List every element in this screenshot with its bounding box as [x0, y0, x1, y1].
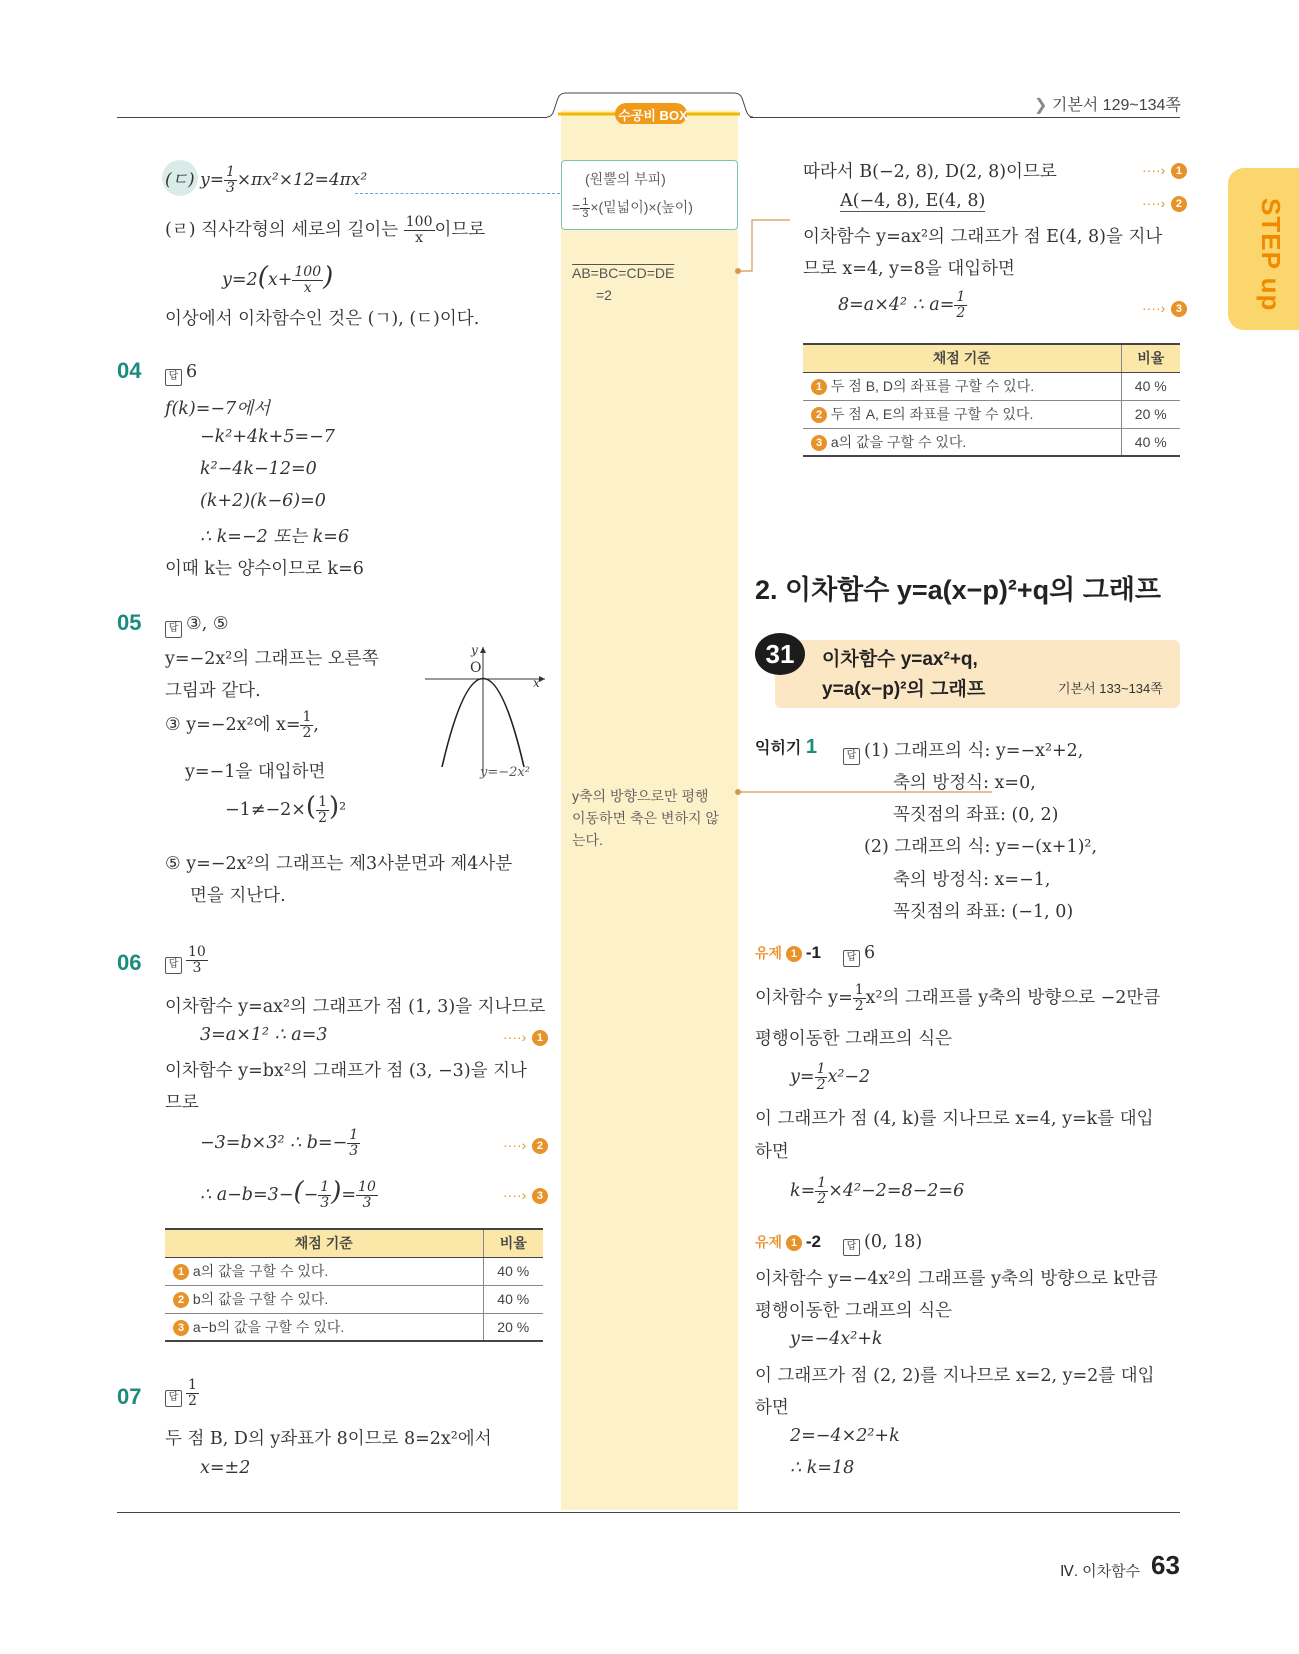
topic-title-2: y=a(x−p)²의 그래프 [822, 679, 986, 700]
practice-line-4: (2) 그래프의 식: y=−(x+1)², [864, 837, 1098, 857]
ex2-answer: 답 (0, 18) [843, 1232, 922, 1256]
right-line-5: 8=a×4² ∴ a= $\frac{1}{2}$ [838, 289, 966, 321]
axis-y-label: y [471, 643, 478, 657]
right-mark-3: ····› 3 [1142, 298, 1187, 318]
parabola-graph [420, 645, 550, 780]
q06-number: 06 [117, 950, 142, 975]
practice-line-6: 꼭짓점의 좌표: (−1, 0) [893, 902, 1074, 922]
page-number: 63 [1151, 1550, 1180, 1580]
ex2-label: 유제 1 -2 [755, 1232, 821, 1251]
note-shift-2: 이동하면 축은 변하지 않 [572, 810, 719, 826]
ex2-line-6: 2=−4×2²+k [790, 1426, 900, 1446]
connector-1 [730, 210, 800, 280]
header-rule-right [750, 117, 1180, 118]
step-d-line: (ㄹ) 직사각형의 세로의 길이는 $\frac{100}{x}$ 이므로 [165, 214, 486, 246]
practice-label: 익히기 1 [755, 736, 817, 758]
answer-icon: 답 [843, 950, 860, 967]
practice-line-1: 답 (1) 그래프의 식: y=−x²+2, [843, 737, 1083, 765]
ex1-line-5: 하면 [755, 1142, 789, 1162]
chevron-right-icon: ❯ [1034, 97, 1052, 114]
side-tab: STEP up [1228, 168, 1299, 330]
q05-number: 05 [117, 610, 142, 635]
ex2-line-7: ∴ k=18 [790, 1458, 855, 1478]
right-line-3: 이차함수 y=ax²의 그래프가 점 E(4, 8)을 지나 [803, 227, 1163, 247]
q04-line-2: −k²+4k+5=−7 [200, 427, 335, 447]
right-line-2: A(−4, 8), E(4, 8) [840, 191, 986, 211]
box-label: 수공비 BOX [618, 108, 688, 123]
footer-chapter: Ⅳ. 이차함수 [1060, 1563, 1141, 1580]
q05-line-1: y=−2x²의 그래프는 오른쪽 [165, 649, 379, 669]
table-header: 채점 기준 [803, 344, 1121, 372]
ex2-line-3: y=−4x²+k [790, 1329, 883, 1349]
origin-label: O [470, 660, 482, 676]
q05-line-6: ⑤ y=−2x²의 그래프는 제3사분면과 제4사분 [165, 854, 513, 874]
ex2-line-2: 평행이동한 그래프의 식은 [755, 1301, 953, 1321]
header-rule-left [117, 117, 547, 118]
section-title: 2. 이차함수 y=a(x−p)²+q의 그래프 [755, 575, 1161, 605]
right-score-table [803, 343, 1180, 457]
answer-icon: 답 [843, 748, 860, 765]
q05-line-5: −1≠−2×( $\frac{1}{2}$ )² [225, 792, 347, 826]
q06-line-2: 3=a×1² ∴ a=3 [200, 1025, 328, 1045]
q05-answer: 답 ③, ⑤ [165, 614, 229, 638]
ex2-line-4: 이 그래프가 점 (2, 2)를 지나므로 x=2, y=2를 대입 [755, 1366, 1155, 1386]
axis-x-label: x [533, 676, 540, 690]
q05-line-7: 면을 지난다. [190, 886, 286, 906]
note-cone-title: (원뿔의 부피) [585, 171, 666, 187]
ex2-line-5: 하면 [755, 1398, 789, 1418]
answer-icon: 답 [165, 957, 182, 974]
table-header: 비율 [483, 1229, 543, 1257]
table-row: 2 b의 값을 구할 수 있다. 40 % [165, 1285, 543, 1313]
right-line-4: 므로 x=4, y=8을 대입하면 [803, 259, 1015, 279]
q04-line-1: f(k)=−7에서 [165, 399, 271, 419]
q06-line-1: 이차함수 y=ax²의 그래프가 점 (1, 3)을 지나므로 [165, 997, 546, 1017]
right-mark-2: ····› 2 [1142, 193, 1187, 213]
q06-score-table [165, 1228, 543, 1342]
q07-answer: 답 $\frac{1}{2}$ [165, 1378, 199, 1409]
table-row: 3 a−b의 값을 구할 수 있다. 20 % [165, 1313, 543, 1341]
step-c-line: (ㄷ) y= $\frac{1}{3}$ ×πx²×12=4πx² [165, 164, 368, 196]
note-shift-1: y축의 방향으로만 평행 [572, 788, 709, 804]
practice-line-5: 축의 방정식: x=−1, [893, 870, 1051, 890]
ex1-line-3: y= $\frac{1}{2}$ x²−2 [790, 1061, 871, 1093]
q06-mark-1: ····› 1 [503, 1027, 548, 1047]
answer-icon: 답 [165, 621, 182, 638]
ex1-line-4: 이 그래프가 점 (4, k)를 지나므로 x=4, y=k를 대입 [755, 1109, 1154, 1129]
right-mark-1: ····› 1 [1142, 160, 1187, 180]
q06-line-3: 이차함수 y=bx²의 그래프가 점 (3, −3)을 지나 [165, 1061, 527, 1081]
topic-number: 31 [755, 633, 805, 675]
note-segments-value: =2 [596, 287, 612, 303]
topic-title-1: 이차함수 y=ax²+q, [822, 649, 978, 670]
conclusion: 이상에서 이차함수인 것은 (ㄱ), (ㄷ)이다. [165, 309, 480, 329]
q05-line-3: ③ y=−2x²에 x= $\frac{1}{2}$ , [165, 709, 319, 741]
footer-rule [117, 1512, 1180, 1513]
step-d-eq: y=2(x+ $\frac{100}{x}$ ) [222, 262, 334, 296]
table-row: 1 두 점 B, D의 좌표를 구할 수 있다. 40 % [803, 372, 1180, 400]
q06-mark-3: ····› 3 [503, 1185, 548, 1205]
answer-icon: 답 [165, 1390, 182, 1407]
topic-ref: 기본서 133~134쪽 [1058, 681, 1163, 696]
ex1-line-2: 평행이동한 그래프의 식은 [755, 1029, 953, 1049]
q04-line-4: (k+2)(k−6)=0 [200, 491, 326, 511]
note-shift-3: 는다. [572, 832, 603, 848]
ex1-line-6: k= $\frac{1}{2}$ ×4²−2=8−2=6 [790, 1175, 965, 1207]
ex1-label: 유제 1 -1 [755, 943, 821, 962]
q04-answer: 답 6 [165, 362, 197, 386]
q06-line-6: ∴ a−b=3−(− $\frac{1}{3}$ )= $\frac{10}{3}$ [200, 1177, 376, 1211]
note-segments: AB=BC=CD=DE [572, 265, 675, 281]
practice-line-3: 꼭짓점의 좌표: (0, 2) [893, 805, 1059, 825]
practice-line-2: 축의 방정식: x=0, [893, 773, 1036, 793]
answer-icon: 답 [843, 1239, 860, 1256]
ex1-answer: 답 6 [843, 943, 875, 967]
q07-line-2: x=±2 [200, 1458, 251, 1478]
q06-mark-2: ····› 2 [503, 1135, 548, 1155]
right-line-1: 따라서 B(−2, 8), D(2, 8)이므로 [803, 162, 1057, 182]
table-row: 2 두 점 A, E의 좌표를 구할 수 있다. 20 % [803, 400, 1180, 428]
table-header: 비율 [1121, 344, 1180, 372]
q04-number: 04 [117, 358, 142, 383]
q04-line-3: k²−4k−12=0 [200, 459, 317, 479]
q05-line-2: 그림과 같다. [165, 681, 261, 701]
note-cone-body: = $\frac{1}{3}$ ×(밑넓이)×(높이) [572, 195, 693, 220]
q07-line-1: 두 점 B, D의 y좌표가 8이므로 8=2x²에서 [165, 1429, 492, 1449]
q06-answer: 답 $\frac{10}{3}$ [165, 945, 208, 976]
q06-line-4: 므로 [165, 1093, 199, 1113]
answer-icon: 답 [165, 369, 182, 386]
ex2-line-1: 이차함수 y=−4x²의 그래프를 y축의 방향으로 k만큼 [755, 1269, 1158, 1289]
table-header: 채점 기준 [165, 1229, 483, 1257]
q04-line-5: ∴ k=−2 또는 k=6 [200, 527, 350, 547]
header-ref: ❯ 기본서 129~134쪽 [1034, 97, 1181, 114]
link-dash [355, 193, 560, 194]
q06-line-5: −3=b×3² ∴ b=− $\frac{1}{3}$ [200, 1127, 359, 1159]
q04-line-6: 이때 k는 양수이므로 k=6 [165, 559, 364, 579]
q07-number: 07 [117, 1384, 142, 1409]
table-row: 3 a의 값을 구할 수 있다. 40 % [803, 428, 1180, 456]
ex1-line-1: 이차함수 y= $\frac{1}{2}$ x²의 그래프를 y축의 방향으로 −2만큼 [755, 982, 1161, 1014]
graph-label: y=−2x² [480, 765, 530, 780]
table-row: 1 a의 값을 구할 수 있다. 40 % [165, 1257, 543, 1285]
q05-line-4: y=−1을 대입하면 [185, 762, 326, 782]
